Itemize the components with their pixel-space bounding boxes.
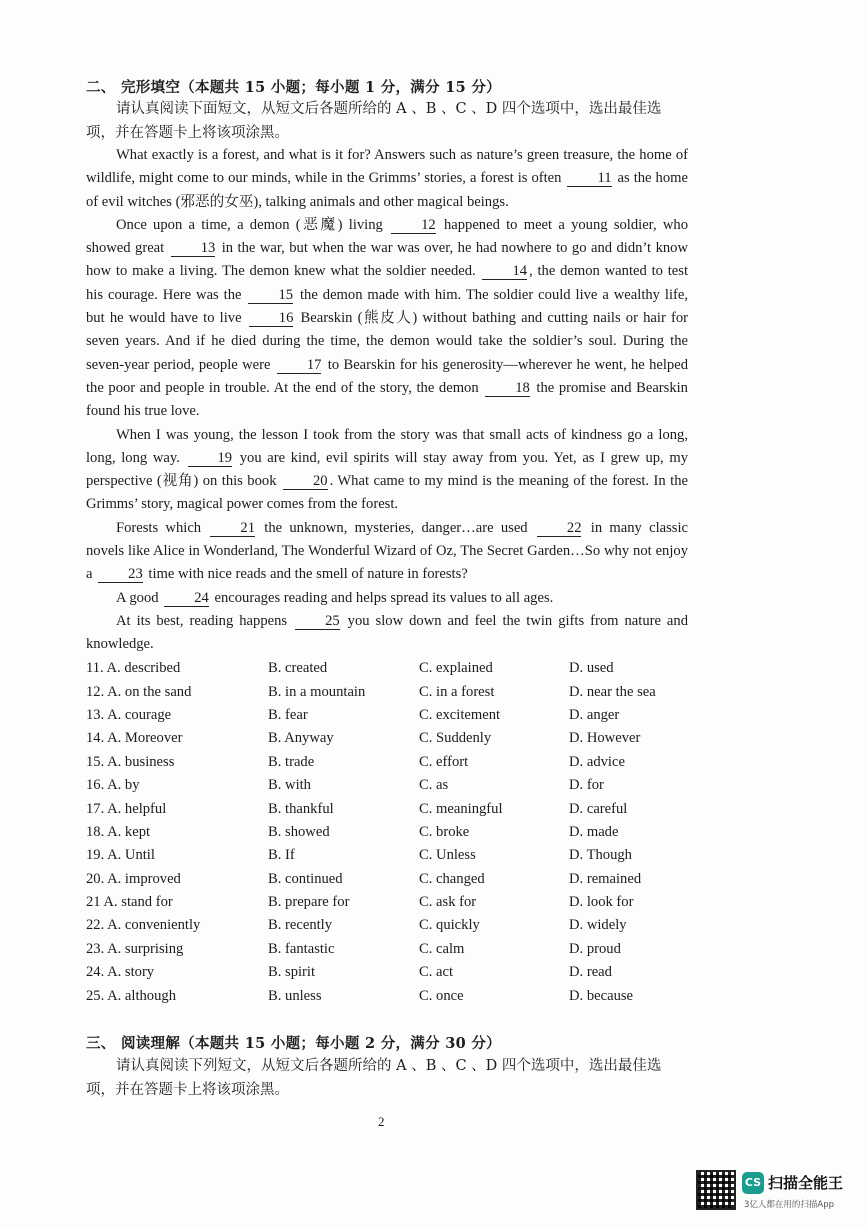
watermark-subtitle: 3亿人都在用的扫描App bbox=[744, 1200, 835, 1210]
option-d: D. read bbox=[569, 964, 612, 981]
option-c: C. Unless bbox=[419, 847, 476, 864]
option-d: D. anger bbox=[569, 706, 620, 723]
option-c: C. in a forest bbox=[419, 683, 495, 700]
text: Bearskin (熊皮人) without bathing and cutting nails or hair for seven years. And if he died during the time, the demon would take the soldier’s soul. During the seven-year period, people were bbox=[86, 310, 689, 373]
option-d: D. Though bbox=[569, 847, 632, 864]
option-d: D. widely bbox=[569, 917, 627, 934]
watermark-name: 扫描全能王 bbox=[768, 1174, 844, 1192]
option-a: 11. A. described bbox=[86, 660, 181, 677]
option-d: D. advice bbox=[569, 753, 625, 770]
option-a: 22. A. conveniently bbox=[86, 917, 201, 934]
paragraph-3 bbox=[86, 424, 688, 517]
paragraph-1 bbox=[86, 144, 688, 214]
option-a: 23. A. surprising bbox=[86, 940, 184, 957]
option-b: B. unless bbox=[268, 987, 322, 1004]
text: you slow down and feel the twin gifts from nature and knowledge. bbox=[86, 612, 689, 653]
option-row bbox=[86, 938, 706, 961]
blank-13: 13 bbox=[171, 240, 216, 257]
blank-22: 22 bbox=[537, 520, 582, 537]
option-c: C. calm bbox=[419, 940, 465, 957]
option-row bbox=[86, 961, 706, 984]
option-b: B. fantastic bbox=[268, 940, 335, 957]
text: time with nice reads and the smell of nature in forests? bbox=[148, 566, 468, 583]
option-row bbox=[86, 821, 706, 844]
blank-12: 12 bbox=[391, 217, 436, 234]
option-a: 21 A. stand for bbox=[86, 894, 173, 911]
paragraph-4 bbox=[86, 517, 688, 587]
option-a: 24. A. story bbox=[86, 964, 155, 981]
camscanner-logo-icon: CS bbox=[742, 1172, 764, 1194]
text: What exactly is a forest, and what is it for? Answers such as nature’s green treasure, the home of wildlife, might come to our minds, while in the Grimms’ stories, a forest is often bbox=[86, 147, 688, 187]
option-a: 15. A. business bbox=[86, 753, 175, 770]
option-row bbox=[86, 657, 706, 680]
option-d: D. because bbox=[569, 987, 634, 1004]
option-b: B. continued bbox=[268, 870, 343, 887]
text: to Bearskin for his generosity—wherever he went, he helped the poor and people in trouble. At the end of the story, the demon bbox=[86, 356, 688, 396]
option-d: D. proud bbox=[569, 940, 621, 957]
option-c: C. ask for bbox=[419, 894, 477, 911]
blank-14: 14 bbox=[482, 263, 527, 280]
option-c: C. Suddenly bbox=[419, 730, 492, 747]
paragraph-2 bbox=[86, 214, 688, 424]
option-b: B. created bbox=[268, 660, 328, 677]
option-row bbox=[86, 751, 706, 774]
option-a: 14. A. Moreover bbox=[86, 730, 183, 747]
blank-25: 25 bbox=[295, 613, 340, 630]
blank-24: 24 bbox=[164, 590, 209, 607]
option-b: B. trade bbox=[268, 753, 315, 770]
text: Once upon a time, a demon (恶魔) living bbox=[116, 216, 383, 233]
blank-17: 17 bbox=[277, 357, 322, 374]
option-b: B. showed bbox=[268, 823, 330, 840]
text: encourages reading and helps spread its values to all ages. bbox=[214, 589, 554, 606]
option-b: B. If bbox=[268, 847, 295, 864]
paragraph-6 bbox=[86, 610, 688, 657]
blank-16: 16 bbox=[249, 310, 294, 327]
option-d: D. made bbox=[569, 823, 619, 840]
option-a: 13. A. courage bbox=[86, 706, 172, 723]
option-d: D. for bbox=[569, 777, 604, 794]
qr-code-icon bbox=[696, 1170, 736, 1210]
option-row bbox=[86, 891, 706, 914]
option-row bbox=[86, 868, 706, 891]
option-b: B. in a mountain bbox=[268, 683, 366, 700]
text: , the demon wanted to test his courage. Here was the bbox=[86, 263, 688, 303]
option-d: D. careful bbox=[569, 800, 628, 817]
answer-options-list bbox=[86, 657, 706, 1008]
option-b: B. spirit bbox=[268, 964, 316, 981]
scanner-watermark bbox=[696, 1168, 856, 1214]
option-a: 20. A. improved bbox=[86, 870, 181, 887]
cloze-passage bbox=[86, 144, 688, 657]
section-2-instruction-line2: 项，并在答题卡上将该项涂黑。 bbox=[86, 125, 289, 141]
option-c: C. quickly bbox=[419, 917, 480, 934]
text: the demon made with him. The soldier could live a wealthy life, but he would have to live bbox=[86, 286, 688, 327]
text: At its best, reading happens bbox=[116, 612, 288, 629]
text: in the war, but when the war was over, he had nowhere to go and didn’t know how to make a living. The demon knew what the soldier needed. bbox=[86, 240, 688, 280]
section-2-instruction-line1: 请认真阅读下面短文，从短文后各题所给的 A 、B 、C 、D 四个选项中，选出最佳选 bbox=[116, 101, 662, 117]
option-row bbox=[86, 797, 706, 820]
option-a: 25. A. although bbox=[86, 987, 176, 1004]
option-c: C. as bbox=[419, 777, 449, 794]
option-b: B. prepare for bbox=[268, 894, 350, 911]
option-row bbox=[86, 704, 706, 727]
option-b: B. fear bbox=[268, 706, 308, 723]
blank-23: 23 bbox=[98, 566, 143, 583]
option-c: C. broke bbox=[419, 823, 470, 840]
blank-19: 19 bbox=[188, 450, 233, 467]
option-c: C. once bbox=[419, 987, 464, 1004]
text: the promise and Bearskin found his true love. bbox=[86, 379, 688, 420]
option-c: C. changed bbox=[419, 870, 485, 887]
option-c: C. excitement bbox=[419, 706, 501, 723]
section-3-instruction-line2: 项，并在答题卡上将该项涂黑。 bbox=[86, 1082, 289, 1098]
text: . What came to my mind is the meaning of the forest. In the Grimms’ story, magical power comes from the forest. bbox=[86, 473, 688, 513]
option-a: 17. A. helpful bbox=[86, 800, 167, 817]
option-b: B. with bbox=[268, 777, 311, 794]
text: Forests which bbox=[116, 519, 202, 536]
option-row bbox=[86, 680, 706, 703]
option-row bbox=[86, 844, 706, 867]
option-c: C. effort bbox=[419, 753, 469, 770]
page-number: 2 bbox=[378, 1114, 385, 1129]
option-a: 19. A. Until bbox=[86, 847, 155, 864]
blank-11: 11 bbox=[567, 170, 611, 187]
blank-21: 21 bbox=[210, 520, 255, 537]
option-d: D. remained bbox=[569, 870, 642, 887]
option-b: B. recently bbox=[268, 917, 333, 934]
option-d: D. used bbox=[569, 660, 614, 677]
option-c: C. act bbox=[419, 964, 454, 981]
section-3-instruction-line1: 请认真阅读下列短文，从短文后各题所给的 A 、B 、C 、D 四个选项中，选出最佳选 bbox=[116, 1058, 662, 1074]
paragraph-5 bbox=[86, 587, 688, 610]
option-a: 16. A. by bbox=[86, 777, 140, 794]
text: the unknown, mysteries, danger…are used bbox=[264, 519, 528, 536]
blank-15: 15 bbox=[248, 287, 293, 304]
option-d: D. look for bbox=[569, 894, 634, 911]
text: you are kind, evil spirits will stay away from you. Yet, as I grew up, my perspective (视角) on this book bbox=[86, 449, 688, 490]
option-a: 12. A. on the sand bbox=[86, 683, 192, 700]
text: in many classic novels like Alice in Wonderland, The Wonderful Wizard of Oz, The Secret Garden…So why not enjoy a bbox=[86, 519, 688, 583]
option-c: C. explained bbox=[419, 660, 493, 677]
section-2-title: 二、 完形填空（本题共 15 小题；每小题 1 分，满分 15 分） bbox=[86, 79, 501, 96]
section-3-title: 三、 阅读理解（本题共 15 小题；每小题 2 分，满分 30 分） bbox=[86, 1035, 501, 1052]
text: A good bbox=[116, 589, 159, 606]
option-d: D. However bbox=[569, 730, 641, 747]
option-row bbox=[86, 774, 706, 797]
option-d: D. near the sea bbox=[569, 683, 656, 700]
option-a: 18. A. kept bbox=[86, 823, 151, 840]
blank-20: 20 bbox=[283, 473, 328, 490]
option-c: C. meaningful bbox=[419, 800, 503, 817]
option-row bbox=[86, 727, 706, 750]
option-b: B. Anyway bbox=[268, 730, 334, 747]
option-row bbox=[86, 984, 706, 1007]
option-b: B. thankful bbox=[268, 800, 334, 817]
text: as the home of evil witches (邪恶的女巫), talking animals and other magical beings. bbox=[86, 170, 688, 210]
text: When I was young, the lesson I took from the story was that small acts of kindness go a long, long, long way. bbox=[86, 426, 688, 466]
blank-18: 18 bbox=[485, 380, 530, 397]
text: happened to meet a young soldier, who showed great bbox=[86, 216, 688, 257]
option-row bbox=[86, 914, 706, 937]
